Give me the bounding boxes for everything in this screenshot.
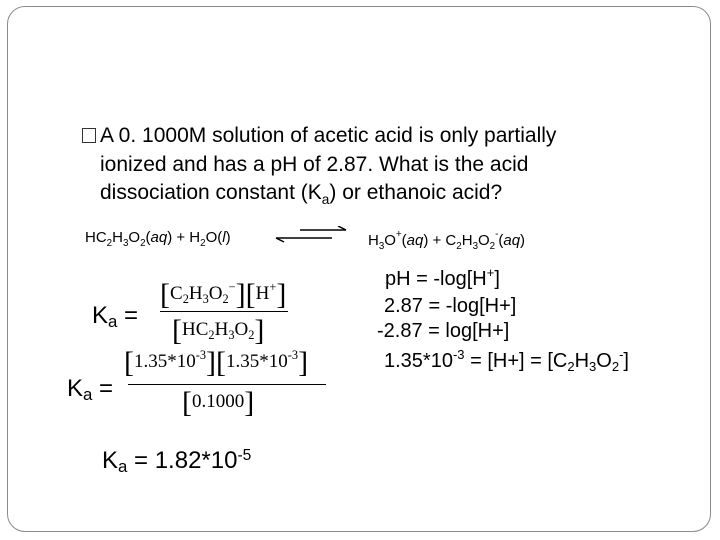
question-line-1: A 0. 1000M solution of acetic acid is only partially: [82, 122, 556, 151]
ph-step-1: pH = -log[H+]: [385, 265, 500, 290]
question-line-2: ionized and has a pH of 2.87. What is the acid: [100, 152, 529, 176]
ph-step-4: $1.35*10^{-3} = [H+] = [C_2H_3O_2^-]$: [384, 347, 629, 374]
ka-numerator-2: $[1.35*10^{-3}][1.35*10^{-3}]$: [124, 346, 309, 379]
question-line-3: dissociation constant $(K_a)$ or ethanoic acid?: [100, 181, 503, 208]
ka-denominator-1: $[HC_2H_3O_2]$: [172, 314, 265, 347]
ka-result: $K_a = 1.82*10^{-5}$: [102, 447, 252, 476]
fraction-bar-1: [160, 311, 288, 312]
ph-step-2: 2.87 = -log[H+]: [384, 295, 517, 317]
ka-label-1: $K_a$ =: [92, 302, 139, 331]
fraction-bar-2: [128, 384, 326, 385]
question-text: [82, 122, 556, 215]
ka-denominator-2: [0.1000]: [182, 386, 255, 419]
ka-label-2: $K_a$ =: [67, 375, 114, 404]
equilibrium-arrow-icon: [272, 226, 352, 246]
equation-products: $H_3O^+(aq) + C_2H_3O_2^-(aq)$: [368, 229, 526, 252]
equation-reactants: $HC_2H_3O_2(aq) + H_2O(l)$: [85, 229, 231, 249]
ka-numerator-1: $[C_2H_3O_2^-][H^+]$: [160, 278, 287, 311]
bullet-box-icon: [82, 128, 96, 143]
ph-step-3: -2.87 = log[H+]: [377, 320, 510, 342]
